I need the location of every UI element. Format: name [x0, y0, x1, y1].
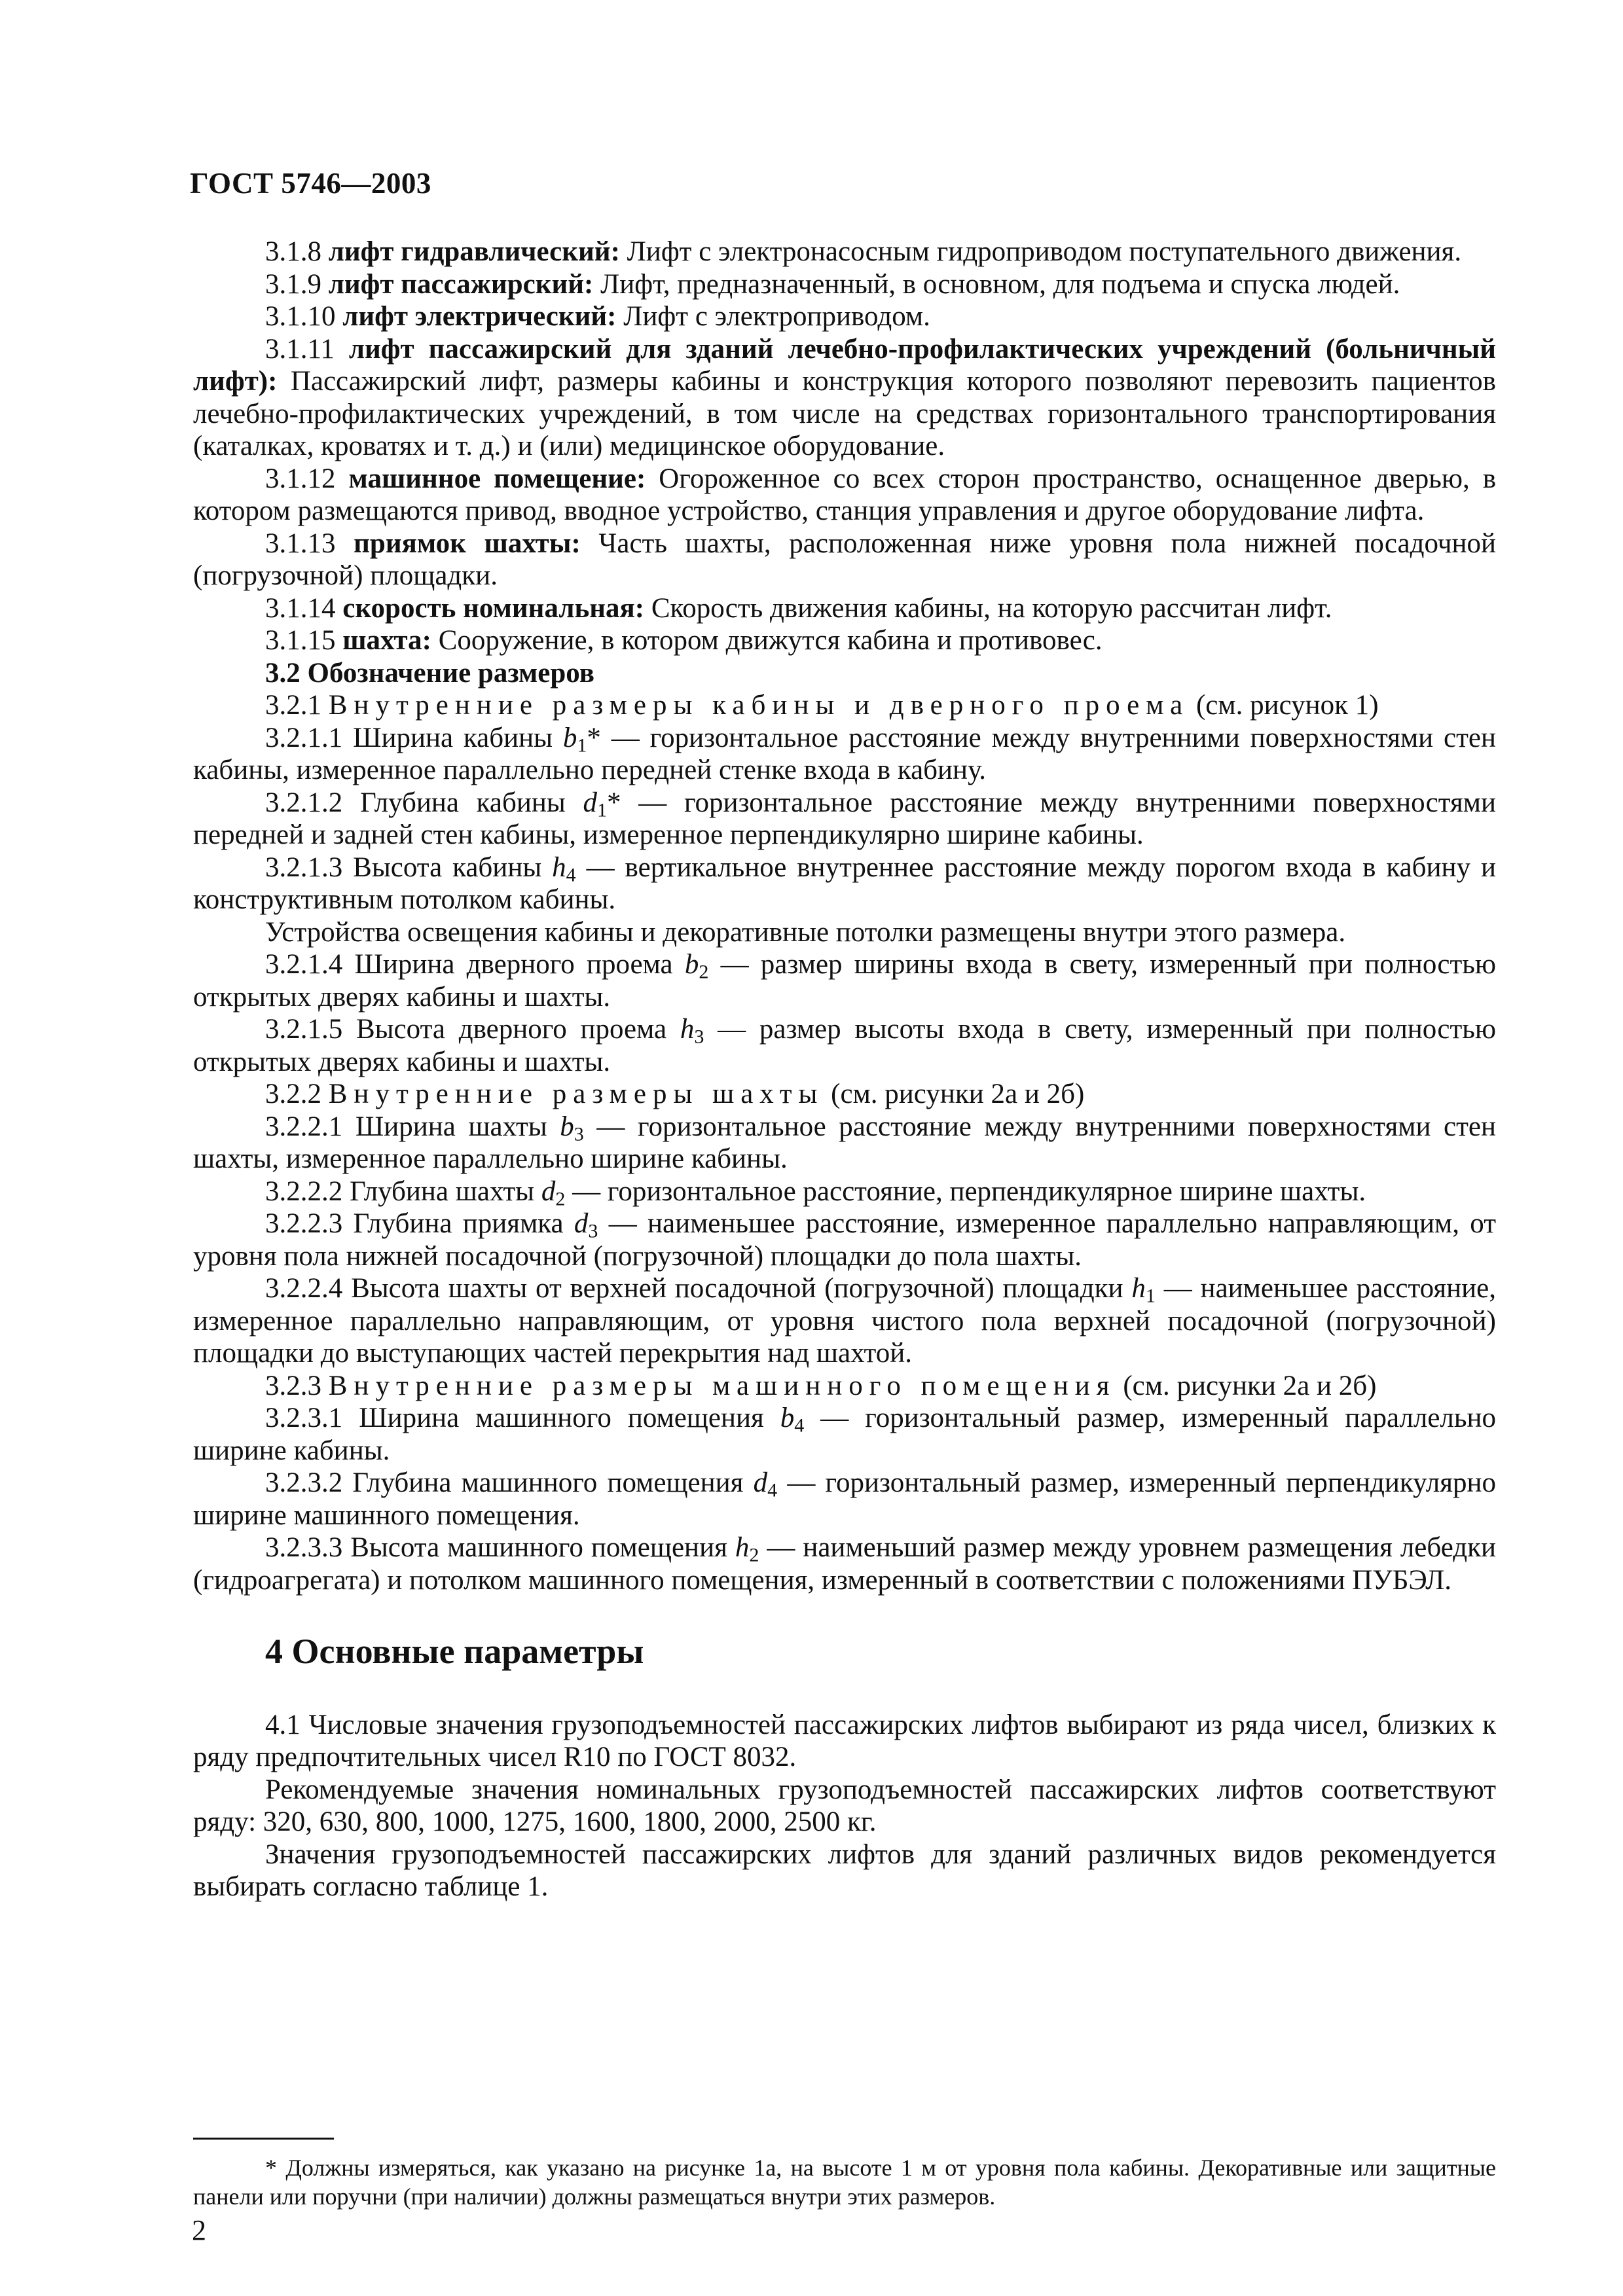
clause-3-2-1-1: 3.2.1.1 Ширина кабины $b_1*$ — горизонтальное расстояние между внутренними поверхностями стен кабины, измеренное параллельно передней стенке входа в кабину. [193, 722, 1496, 785]
term: машинное помещение: [348, 463, 646, 494]
clause-3-2-1-4: 3.2.1.4 Ширина дверного проема $b_2$ — размер ширины входа в свету, измеренный при полностью открытых дверях кабины и шахты. [193, 949, 1496, 1013]
symbol: d [574, 1208, 589, 1239]
spaced-heading: Внутренние размеры кабины и дверного проема [328, 690, 1190, 721]
term: лифт пассажирский: [328, 268, 594, 300]
clause-3-2-3-2: 3.2.3.2 Глубина машинного помещения $d_4$ — горизонтальный размер, измеренный перпендикулярно ширине машинного помещения. [193, 1467, 1496, 1531]
term: скорость номинальная: [342, 592, 645, 624]
clause-3-1-12: 3.1.12 машинное помещение: Огороженное со всех сторон пространство, оснащенное дверью, в котором размещаются привод, вводное устройство, станция управления и другое оборудование лифта. [193, 463, 1496, 526]
clause-3-2-1-3: 3.2.1.3 Высота кабины $h_4$ — вертикальное внутреннее расстояние между порогом входа в кабину и конструктивным потолком кабины. [193, 852, 1497, 915]
clause-3-2-2-4: 3.2.2.4 Высота шахты от верхней посадочной (погрузочной) площадки $h_1$ — наименьшее расстояние, измеренное параллельно направляющим, от уровня чистого пола верхней посадочной (погрузочной) площадки до выступающих частей перекрытия над шахтой. [193, 1273, 1497, 1369]
symbol: h [680, 1014, 695, 1045]
symbol: b [560, 1111, 574, 1142]
clause-3-2-3-1: 3.2.3.1 Ширина машинного помещения $b_4$ — горизонтальный размер, измеренный параллельно ширине кабины. [193, 1403, 1497, 1466]
clause-3-1-9: 3.1.9 лифт пассажирский: Лифт, предназначенный, в основном, для подъема и спуска людей. [265, 268, 1400, 300]
term: шахта: [342, 625, 431, 656]
subsection-3-2-title: 3.2 Обозначение размеров [265, 657, 594, 689]
symbol: d [753, 1467, 768, 1498]
symbol: h [735, 1532, 750, 1563]
clause-3-2-1: 3.2.1 Внутренние размеры кабины и дверного проема (см. рисунок 1) [265, 690, 1379, 721]
clause-3-1-8: 3.1.8 лифт гидравлический: Лифт с электронасосным гидроприводом поступательного движения. [265, 236, 1462, 267]
term: лифт электрический: [342, 301, 617, 332]
footnote [193, 2153, 1496, 2211]
clause-3-1-11: 3.1.11 лифт пассажирский для зданий лечебно-профилактических учреждений (больничный лифт): Пассажирский лифт, размеры кабины и конструкция которого позволяют перевозить пациентов лечебно-профилактических учреждений, в том числе на средствах горизонтального транспортирования (каталках, кроватях и т. д.) и (или) медицинское оборудование. [193, 333, 1497, 461]
clause-3-1-15: 3.1.15 шахта: Сооружение, в котором движутся кабина и противовес. [265, 625, 1103, 656]
footnote-divider [193, 2138, 334, 2140]
spaced-heading: Внутренние размеры шахты [328, 1079, 824, 1109]
symbol: h [1131, 1273, 1146, 1304]
footnote-text: * Должны измеряться, как указано на рисунке 1а, на высоте 1 м от уровня пола кабины. Декоративные или защитные панели или поручни (при наличии) должны размещаться внутри этих размеров. [193, 2155, 1496, 2210]
clause-4-1-table-ref: Значения грузоподъемностей пассажирских лифтов для зданий различных видов рекомендуется выбирать согласно таблице 1. [193, 1839, 1496, 1902]
symbol: b [684, 949, 699, 980]
clause-3-2-1-2: 3.2.1.2 Глубина кабины $d_1*$ — горизонтальное расстояние между внутренними поверхностями передней и задней стен кабины, измеренное перпендикулярно ширине кабины. [193, 787, 1496, 850]
symbol: d [541, 1175, 556, 1207]
page-number: 2 [192, 2214, 206, 2246]
clause-3-1-10: 3.1.10 лифт электрический: Лифт с электроприводом. [265, 301, 930, 332]
symbol: h [552, 852, 566, 883]
symbol: b [780, 1403, 795, 1433]
document-header: ГОСТ 5746—2003 [190, 167, 431, 200]
document-body [193, 236, 1496, 1903]
clause-3-2-2-2: 3.2.2.2 Глубина шахты $d_2$ — горизонтальное расстояние, перпендикулярное ширине шахты. [265, 1175, 1366, 1210]
clause-3-1-13: 3.1.13 приямок шахты: Часть шахты, расположенная ниже уровня пола нижней посадочной (погрузочной) площадки. [193, 528, 1497, 591]
term: лифт гидравлический: [328, 236, 620, 267]
clause-3-2-3-3: 3.2.3.3 Высота машинного помещения $h_2$ — наименьший размер между уровнем размещения лебедки (гидроагрегата) и потолком машинного помещения, измеренный в соответствии с положениями ПУБЭЛ. [193, 1532, 1496, 1596]
symbol: b [562, 722, 577, 753]
clause-3-1-14: 3.1.14 скорость номинальная: Скорость движения кабины, на которую рассчитан лифт. [265, 592, 1332, 624]
spaced-heading: Внутренние размеры машинного помещения [328, 1370, 1116, 1401]
term: приямок шахты: [354, 528, 581, 559]
symbol: d [583, 787, 597, 818]
term: лифт пассажирский для зданий лечебно-профилактических учреждений (больничный лифт): [193, 333, 1497, 397]
clause-4-1-values: Рекомендуемые значения номинальных грузоподъемностей пассажирских лифтов соответствуют ряду: 320, 630, 800, 1000, 1275, 1600, 1800, 2000, 2500 кг. [193, 1774, 1496, 1837]
clause-4-1: 4.1 Числовые значения грузоподъемностей пассажирских лифтов выбирают из ряда чисел, близких к ряду предпочтительных чисел R10 по ГОСТ 8032. [193, 1709, 1496, 1772]
clause-3-2-2: 3.2.2 Внутренние размеры шахты (см. рисунки 2а и 2б) [265, 1079, 1085, 1109]
clause-3-2-2-3: 3.2.2.3 Глубина приямка $d_3$ — наименьшее расстояние, измеренное параллельно направляющим, от уровня пола нижней посадочной (погрузочной) площадки до пола шахты. [193, 1208, 1497, 1272]
clause-3-2-2-1: 3.2.2.1 Ширина шахты $b_3$ — горизонтальное расстояние между внутренними поверхностями стен шахты, измеренное параллельно ширине кабины. [193, 1111, 1497, 1174]
clause-3-2-1-5: 3.2.1.5 Высота дверного проема $h_3$ — размер высоты входа в свету, измеренный при полностью открытых дверях кабины и шахты. [193, 1014, 1496, 1077]
clause-3-2-3: 3.2.3 Внутренние размеры машинного помещения (см. рисунки 2а и 2б) [265, 1370, 1377, 1401]
clause-3-2-1-3-note: Устройства освещения кабины и декоративные потолки размещены внутри этого размера. [265, 916, 1346, 948]
section-4-title: 4 Основные параметры [265, 1632, 644, 1671]
